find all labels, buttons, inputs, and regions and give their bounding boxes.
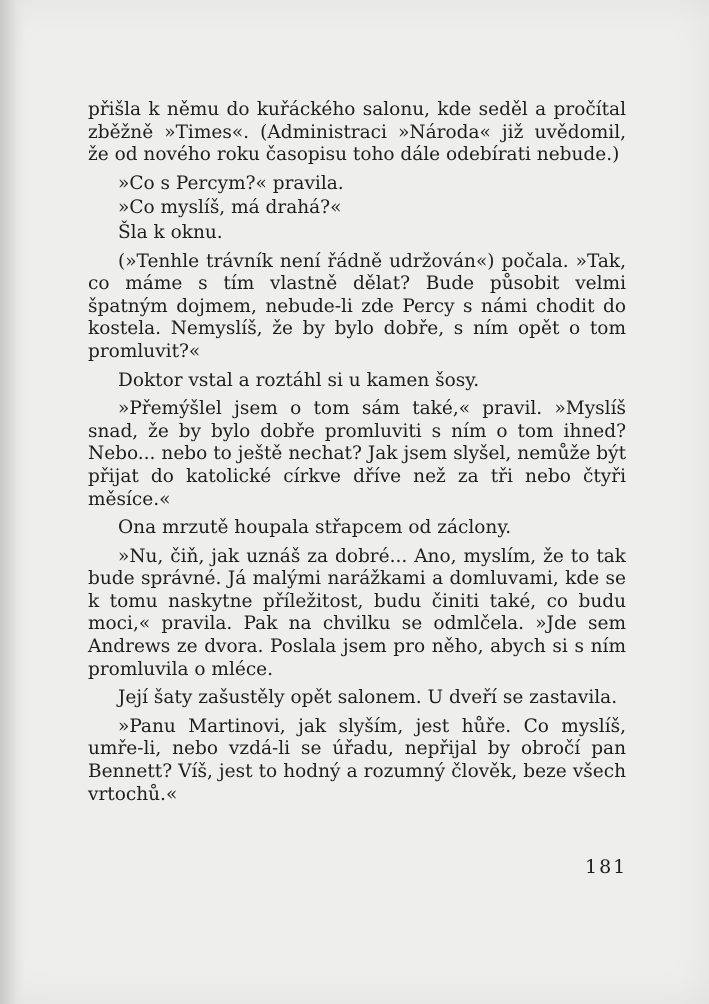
paragraph-6: Doktor vstal a roztáhl si u kamen šosy.	[118, 369, 480, 391]
paragraph-1: přišla k němu do kuřáckého salonu, kde seděl a pročítal zběžně »Times«. (Administraci »Národa« již uvědomil, že od nového roku časopisu toho dále odebírati nebude.)	[88, 99, 626, 166]
paragraph-3: »Co myslíš, má drahá?«	[118, 197, 342, 219]
paragraph-10: Její šaty zašustěly opět salonem. U dveří se zastavila.	[118, 687, 618, 709]
paragraph-8: Ona mrzutě houpala střapcem od záclony.	[118, 517, 512, 539]
paragraph-5: (»Tenhle trávník není řádně udržován«) počala. »Tak, co máme s tím vlastně dělat? Bude působit velmi špatným dojmem, nebude-li zde Percy s námi chodit do kostela. Nemyslíš, že by bylo dobře, s ním opět o tom promluvit?«	[88, 250, 626, 362]
paragraph-4: Šla k oknu.	[118, 221, 223, 243]
paragraph-9: »Nu, čiň, jak uznáš za dobré... Ano, myslím, že to tak bude správné. Já malými narážkami a domluvami, kde se k tomu naskytne příležitost, budu činiti také, co budu moci,« pravila. Pak na chvilku se odmlčela. »Jde sem Andrews ze dvora. Poslala jsem pro něho, abych si s ním promluvila o mléce.	[88, 545, 626, 680]
body-text	[88, 99, 626, 812]
page-number: 181	[585, 856, 628, 878]
paragraph-7: »Přemýšlel jsem o tom sám také,« pravil. »Myslíš snad, že by bylo dobře promluviti s ním o tom ihned? Nebo... nebo to ještě nechat? Jak jsem slyšel, nemůže být přijat do katolické církve dříve než za tři nebo čtyři měsíce.«	[88, 398, 626, 510]
paragraph-11: »Panu Martinovi, jak slyším, jest hůře. Co myslíš, umře-li, nebo vzdá-li se úřadu, nepřijal by obročí pan Bennett? Víš, jest to hodný a rozumný člověk, beze všech vrtochů.«	[88, 715, 626, 805]
book-spine-shadow	[0, 0, 24, 1004]
paragraph-2: »Co s Percym?« pravila.	[118, 172, 344, 194]
